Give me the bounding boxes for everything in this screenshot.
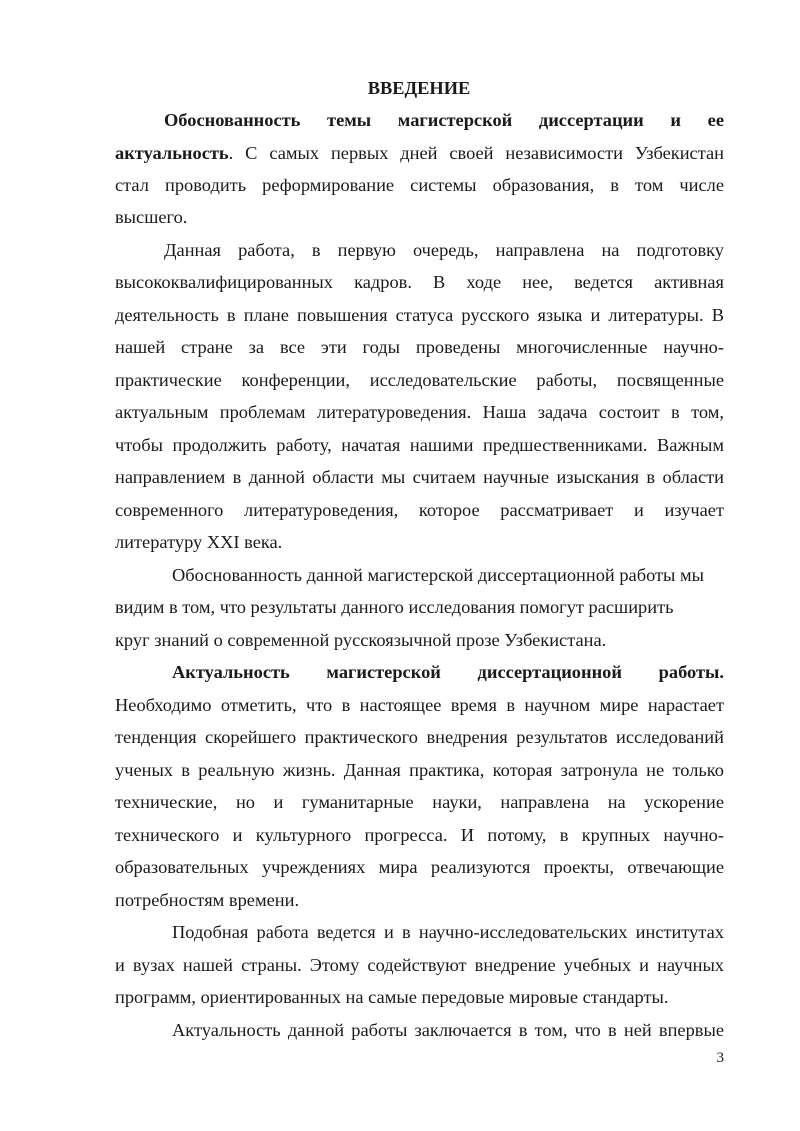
para4-line: Необходимо отметить, что в настоящее время в научном мире нарастает — [115, 695, 724, 715]
para1-line4: высшего. — [115, 207, 188, 227]
para2-line: Данная работа, в первую очередь, направлена на подготовку — [164, 240, 724, 260]
para3-line: круг знаний о современной русскоязычной прозе Узбекистана. — [115, 630, 607, 650]
para4-line: технического и культурного прогресса. И потому, в крупных научно- — [115, 825, 724, 845]
para2-line: деятельность в плане повышения статуса русского языка и литературы. В — [115, 305, 724, 325]
para5-line: и вузах нашей страны. Этому содействуют внедрение учебных и научных — [115, 955, 724, 975]
para1-line1: Обоснованность темы магистерской диссертации и ее — [164, 110, 724, 130]
para3-line: Обоснованность данной магистерской диссертационной работы мы — [172, 565, 705, 585]
para2-line: чтобы продолжить работу, начатая нашими предшественниками. Важным — [115, 435, 724, 455]
para4-line: ученых в реальную жизнь. Данная практика, которая затронула не только — [115, 760, 724, 780]
para5-line: Подобная работа ведется и в научно-исследовательских институтах — [172, 922, 724, 942]
para4-heading-line: Актуальность магистерской диссертационной работы. — [172, 662, 724, 682]
para3-line: видим в том, что результаты данного исследования помогут расширить — [115, 597, 674, 617]
para1-line2-rest: . С самых первых дней своей независимости Узбекистан — [228, 143, 724, 163]
para2-line: направлением в данной области мы считаем научные изыскания в области — [115, 467, 724, 487]
para5-line: программ, ориентированных на самые передовые мировые стандарты. — [115, 987, 669, 1007]
para2-line: современного литературоведения, которое рассматривает и изучает — [115, 500, 724, 520]
para4-line: тенденция скорейшего практического внедрения результатов исследований — [115, 727, 724, 747]
para2-line: практические конференции, исследовательские работы, посвященные — [115, 370, 724, 390]
para4-line: образовательных учреждениях мира реализуются проекты, отвечающие — [115, 857, 724, 877]
para6-line: Актуальность данной работы заключается в том, что в ней впервые — [172, 1020, 724, 1040]
para4-line: потребностям времени. — [115, 890, 300, 910]
para1-bold-term: актуальность — [115, 143, 229, 163]
para2-line: литературу XXI века. — [115, 532, 283, 552]
page-title: ВВЕДЕНИЕ — [367, 78, 471, 98]
para2-line: актуальным проблемам литературоведения. Наша задача состоит в том, — [115, 402, 724, 422]
para2-line: нашей стране за все эти годы проведены многочисленные научно- — [115, 337, 724, 357]
page-number: 3 — [716, 1050, 724, 1066]
para2-line: высококвалифицированных кадров. В ходе нее, ведется активная — [115, 272, 724, 292]
para1-line2 — [115, 141, 724, 165]
para4-line: технические, но и гуманитарные науки, направлена на ускорение — [115, 792, 724, 812]
para1-line3: стал проводить реформирование системы образования, в том числе — [115, 175, 724, 195]
